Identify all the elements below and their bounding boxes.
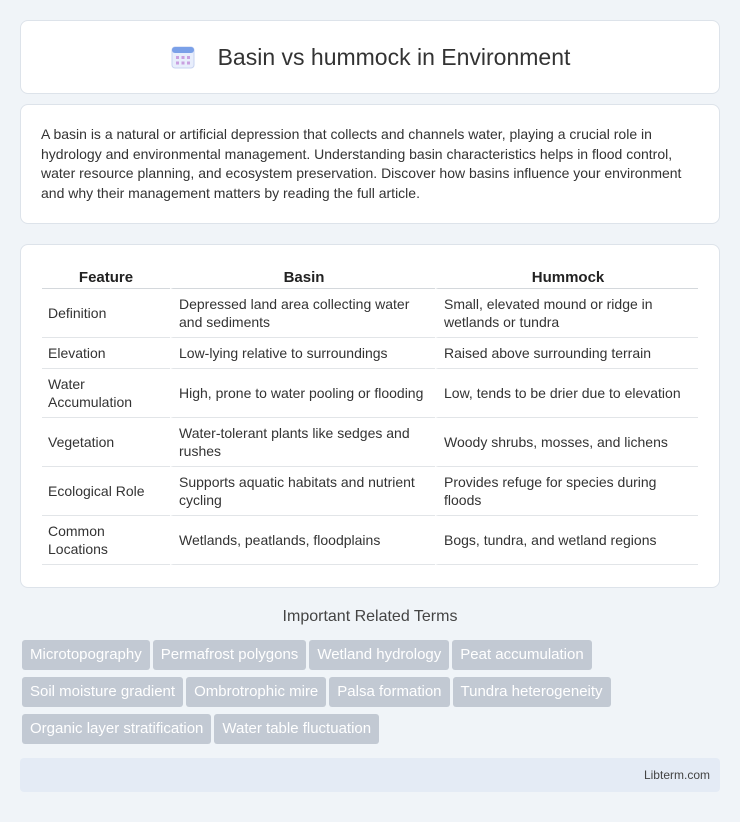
related-term-tag[interactable]: Water table fluctuation	[214, 714, 379, 744]
basin-cell: High, prone to water pooling or flooding	[170, 369, 435, 418]
feature-cell: Ecological Role	[42, 467, 170, 516]
related-terms-title: Important Related Terms	[282, 608, 458, 625]
header-basin: Basin	[170, 265, 435, 289]
basin-cell: Supports aquatic habitats and nutrient cycling	[170, 467, 435, 516]
comparison-card	[20, 244, 720, 588]
related-term-tag[interactable]: Peat accumulation	[452, 640, 591, 670]
footer	[20, 758, 720, 792]
hummock-cell: Woody shrubs, mosses, and lichens	[435, 418, 698, 467]
page-title: Basin vs hummock in Environment	[217, 43, 571, 70]
feature-cell: Definition	[42, 289, 170, 338]
feature-cell: Vegetation	[42, 418, 170, 467]
related-terms-list	[22, 640, 722, 751]
intro-text: A basin is a natural or artificial depression that collects and channels water, playing a crucial role in hydrology and environmental management. Understanding basin characteristics helps in flood control, water resource planning, and ecosystem preservation. Discover how basins influence your environment and why their management matters by reading the full article.	[41, 126, 682, 201]
basin-cell: Depressed land area collecting water and sediments	[170, 289, 435, 338]
title-card	[20, 20, 720, 94]
table-row	[42, 467, 698, 516]
basin-cell: Low-lying relative to surroundings	[170, 338, 435, 369]
intro-card	[20, 104, 720, 224]
related-term-tag[interactable]: Permafrost polygons	[153, 640, 307, 670]
related-term-tag[interactable]: Wetland hydrology	[309, 640, 449, 670]
basin-cell: Wetlands, peatlands, floodplains	[170, 516, 435, 565]
table-row	[42, 369, 698, 418]
related-term-tag[interactable]: Ombrotrophic mire	[186, 677, 326, 707]
related-term-tag[interactable]: Soil moisture gradient	[22, 677, 183, 707]
related-term-tag[interactable]: Palsa formation	[329, 677, 449, 707]
hummock-cell: Raised above surrounding terrain	[435, 338, 698, 369]
related-term-tag[interactable]: Tundra heterogeneity	[453, 677, 611, 707]
related-term-tag[interactable]: Microtopography	[22, 640, 150, 670]
feature-cell: Common Locations	[42, 516, 170, 565]
table-row	[42, 289, 698, 338]
table-row	[42, 516, 698, 565]
header-feature: Feature	[42, 265, 170, 289]
hummock-cell: Provides refuge for species during floods	[435, 467, 698, 516]
related-term-tag[interactable]: Organic layer stratification	[22, 714, 211, 744]
table-row	[42, 338, 698, 369]
table-row	[42, 418, 698, 467]
calendar-icon	[170, 44, 196, 70]
header-hummock: Hummock	[435, 265, 698, 289]
comparison-table	[42, 265, 698, 565]
hummock-cell: Low, tends to be drier due to elevation	[435, 369, 698, 418]
feature-cell: Water Accumulation	[42, 369, 170, 418]
table-header-row	[42, 265, 698, 289]
basin-cell: Water-tolerant plants like sedges and rushes	[170, 418, 435, 467]
hummock-cell: Bogs, tundra, and wetland regions	[435, 516, 698, 565]
feature-cell: Elevation	[42, 338, 170, 369]
hummock-cell: Small, elevated mound or ridge in wetlands or tundra	[435, 289, 698, 338]
footer-site-link[interactable]: Libterm.com	[643, 768, 710, 782]
